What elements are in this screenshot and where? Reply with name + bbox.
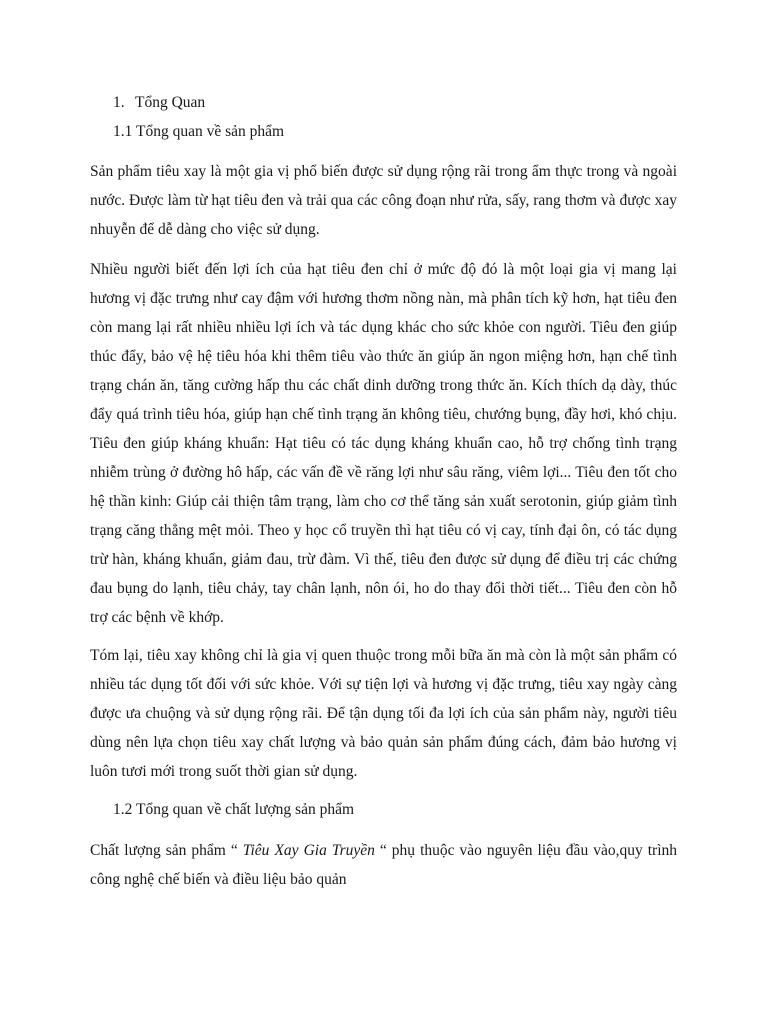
section-title: Tổng Quan [135, 94, 206, 111]
quality-text-after: “ phụ thuộc vào nguyên liệu đầu vào,quy trình công nghệ chế biến và điều liệu bảo quản [90, 842, 677, 888]
subsection-heading-1-2: 1.2 Tổng quan về chất lượng sản phẩm [113, 801, 355, 818]
section-number: 1. [113, 94, 125, 111]
section-heading-1 [113, 93, 205, 113]
paragraph-quality [90, 836, 677, 894]
product-name: Tiêu Xay Gia Truyền [242, 842, 375, 859]
quality-text-before: Chất lượng sản phẩm “ [90, 842, 243, 859]
paragraph-summary: Tóm lại, tiêu xay không chỉ là gia vị quen thuộc trong mỗi bữa ăn mà còn là một sản phẩm có nhiều tác dụng tốt đối với sức khỏe. Với sự tiện lợi và hương vị đặc trưng, tiêu xay ngày càng được ưa chuộng và sử dụng rộng rãi. Để tận dụng tối đa lợi ích của sản phẩm này, người tiêu dùng nên lựa chọn tiêu xay chất lượng và bảo quản sản phẩm đúng cách, đảm bảo hương vị luôn tươi mới trong suốt thời gian sử dụng. [90, 647, 677, 780]
subsection-heading-1-1: 1.1 Tổng quan về sản phẩm [113, 123, 285, 140]
paragraph-pepper-benefits: Nhiều người biết đến lợi ích của hạt tiêu đen chỉ ở mức độ đó là một loại gia vị mang lại hương vị đặc trưng như cay đậm với hương thơm nồng nàn, mà phân tích kỹ hơn, hạt tiêu đen còn mang lại rất nhiều nhiều lợi ích và tác dụng khác cho sức khỏe con người. Tiêu đen giúp thúc đẩy, bảo vệ hệ tiêu hóa khi thêm tiêu vào thức ăn giúp ăn ngon miệng hơn, hạn chế tình trạng chán ăn, tăng cường hấp thu các chất dinh dưỡng trong thức ăn. Kích thích dạ dày, thúc đẩy quá trình tiêu hóa, giúp hạn chế tình trạng ăn không tiêu, chướng bụng, đầy hơi, khó chịu. Tiêu đen giúp kháng khuẩn: Hạt tiêu có tác dụng kháng khuẩn cao, hỗ trợ chống tình trạng nhiễm trùng ở đường hô hấp, các vấn đề về răng lợi như sâu răng, viêm lợi... Tiêu đen tốt cho hệ thần kinh: Giúp cải thiện tâm trạng, làm cho cơ thể tăng sản xuất serotonin, giúp giảm tình trạng căng thẳng mệt mỏi. Theo y học cổ truyền thì hạt tiêu có vị cay, tính đại ôn, có tác dụng trừ hàn, kháng khuẩn, giảm đau, trừ đàm. Vì thế, tiêu đen được sử dụng để điều trị các chứng đau bụng do lạnh, tiêu chảy, tay chân lạnh, nôn ói, ho do thay đổi thời tiết... Tiêu đen còn hỗ trợ các bệnh về khớp. [90, 261, 677, 626]
paragraph-product-intro: Sản phẩm tiêu xay là một gia vị phổ biến được sử dụng rộng rãi trong ẩm thực trong và ngoài nước. Được làm từ hạt tiêu đen và trải qua các công đoạn như rửa, sấy, rang thơm và được xay nhuyễn để dễ dàng cho việc sử dụng. [90, 163, 677, 238]
